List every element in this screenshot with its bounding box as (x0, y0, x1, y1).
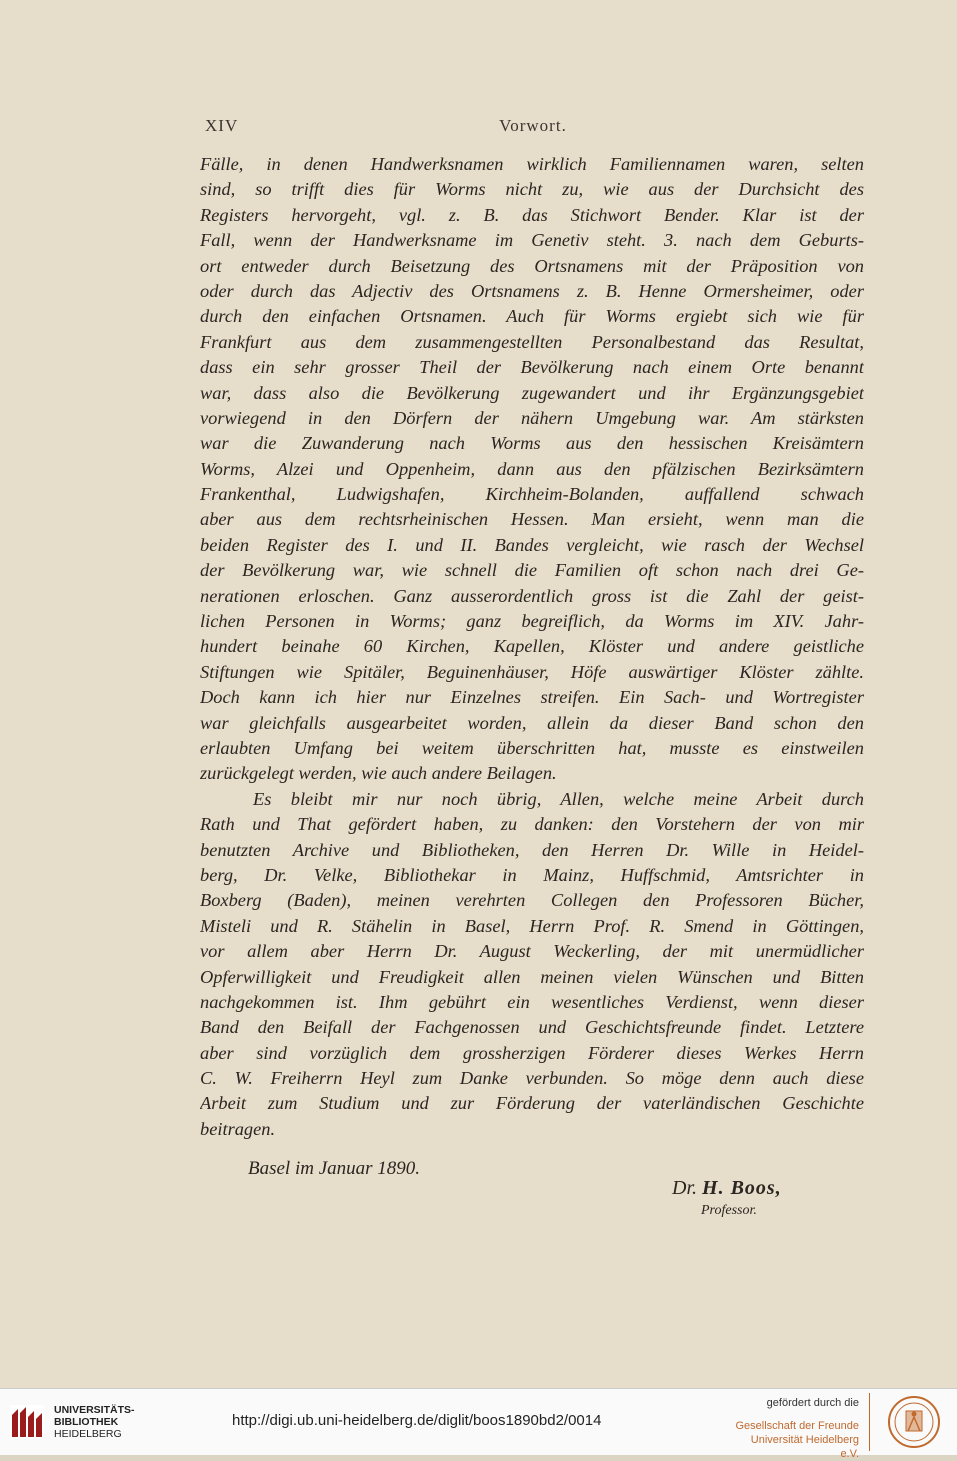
text-line: Stiftungen wie Spitäler, Beguinenhäuser, Höfe auswärtiger Klöster zählte. (200, 661, 864, 682)
text-line: Fall, wenn der Handwerksname im Genetiv steht. 3. nach dem Geburts- (200, 230, 864, 251)
viewer-footer (0, 1388, 957, 1460)
text-line: beiden Register des I. und II. Bandes vergleicht, wie rasch der Wechsel (200, 534, 864, 555)
university-seal-icon (883, 1395, 945, 1449)
text-line: hundert beinahe 60 Kirchen, Kapellen, Klöster und andere geistliche (200, 636, 864, 657)
text-line: Opferwilligkeit und Freudigkeit allen meinen vielen Wünschen und Bitten (200, 966, 864, 987)
text-line: war gleichfalls ausgearbeitet worden, allein da dieser Band schon den (200, 712, 864, 733)
library-name-line2: BIBLIOTHEK (54, 1416, 119, 1428)
text-line: beitragen. (200, 1118, 276, 1139)
text-line: Fälle, in denen Handwerksnamen wirklich Familiennamen waren, selten (200, 154, 864, 174)
library-name-line3: HEIDELBERG (54, 1428, 122, 1440)
text-line: Arbeit zum Studium und zur Förderung der vaterländischen Geschichte (200, 1093, 864, 1114)
sponsor-block (734, 1397, 859, 1461)
text-line: Rath und That gefördert haben, zu danken: den Vorstehern der von mir (200, 814, 864, 835)
text-line: vorwiegend in den Dörfern der nähern Umgebung war. Am stärksten (200, 407, 864, 428)
sponsor-caption: gefördert durch die (766, 1397, 859, 1409)
text-line: Worms, Alzei und Oppenheim, dann aus den pfälzischen Bezirksämtern (200, 458, 864, 479)
text-line: Band den Beifall der Fachgenossen und Geschichtsfreunde findet. Letztere (200, 1017, 864, 1038)
text-line: dass ein sehr grosser Theil der Bevölkerung nach einem Orte benannt (200, 357, 864, 378)
text-line: C. W. Freiherrn Heyl zum Danke verbunden. So möge denn auch diese (200, 1068, 864, 1089)
text-line: sind, so trifft dies für Worms nicht zu, wie aus der Durchsicht des (200, 179, 864, 200)
text-line: war die Zuwanderung nach Worms aus den hessischen Kreisämtern (200, 433, 864, 454)
body-text (200, 152, 864, 1142)
text-line: Registers hervorgeht, vgl. z. B. das Stichwort Bender. Klar ist der (200, 204, 864, 225)
text-line: der Bevölkerung war, wie schnell die Familien oft schon nach drei Ge- (200, 560, 864, 581)
text-line: zurückgelegt werden, wie auch andere Beilagen. (200, 763, 557, 784)
sponsor-name-line2: Universität Heidelberg e.V. (750, 1434, 859, 1460)
text-line: aber sind vorzüglich dem grossherzigen Förderer dieses Werkes Herrn (200, 1042, 864, 1063)
text-line: ort entweder durch Beisetzung des Ortsnamens mit der Präposition von (200, 255, 864, 276)
text-line: durch den einfachen Ortsnamen. Auch für Worms ergiebt sich wie für (200, 306, 864, 327)
page-number: XIV (205, 116, 239, 135)
signature-name: H. Boos, (702, 1177, 782, 1199)
text-line: nachgekommen ist. Ihm gebührt ein wesentliches Verdienst, wenn dieser (200, 991, 864, 1012)
text-line: Misteli und R. Stähelin in Basel, Herrn Prof. R. Smend in Göttingen, (200, 915, 864, 936)
library-logo-icon (10, 1405, 44, 1439)
sponsor-name-line1: Gesellschaft der Freunde (735, 1420, 859, 1432)
text-line: Es bleibt mir nur noch übrig, Allen, welche meine Arbeit durch (253, 788, 864, 809)
signature (672, 1177, 782, 1200)
text-line: Frankenthal, Ludwigshafen, Kirchheim-Bolanden, auffallend schwach (200, 484, 864, 505)
text-line: erlaubten Umfang bei weitem überschritten hat, musste es einstweilen (200, 737, 864, 758)
permalink-url[interactable]: http://digi.ub.uni-heidelberg.de/diglit/boos1890bd2/0014 (232, 1412, 602, 1429)
running-header (205, 116, 861, 138)
text-line: berg, Dr. Velke, Bibliothekar in Mainz, Huffschmid, Amtsrichter in (200, 864, 864, 885)
library-name-line1: UNIVERSITÄTS- (54, 1404, 135, 1416)
text-line: nerationen erloschen. Ganz ausserordentlich gross ist die Zahl der geist- (200, 585, 864, 606)
signature-prefix: Dr. (672, 1177, 703, 1199)
footer-divider (869, 1393, 870, 1451)
text-line: benutzten Archive und Bibliotheken, den Herren Dr. Wille in Heidel- (200, 839, 864, 860)
place-date: Basel im Januar 1890. (248, 1158, 421, 1179)
text-line: Boxberg (Baden), meinen verehrten Collegen den Professoren Bücher, (200, 890, 864, 911)
text-line: lichen Personen in Worms; ganz begreiflich, da Worms im XIV. Jahr- (200, 611, 864, 632)
text-line: Doch kann ich hier nur Einzelnes streifen. Ein Sach- und Wortregister (200, 687, 864, 708)
text-line: oder durch das Adjectiv des Ortsnamens z. B. Henne Ormersheimer, oder (200, 280, 864, 301)
page-title: Vorwort. (499, 116, 567, 135)
signature-title: Professor. (701, 1203, 757, 1218)
text-line: Frankfurt aus dem zusammengestellten Personalbestand das Resultat, (200, 331, 864, 352)
library-name (54, 1404, 135, 1440)
text-line: war, dass also die Bevölkerung zugewandert und ihr Ergänzungsgebiet (200, 382, 864, 403)
text-line: aber aus dem rechtsrheinischen Hessen. Man ersieht, wenn man die (200, 509, 864, 530)
text-line: vor allem aber Herrn Dr. August Weckerling, der mit unermüdlicher (200, 941, 864, 962)
